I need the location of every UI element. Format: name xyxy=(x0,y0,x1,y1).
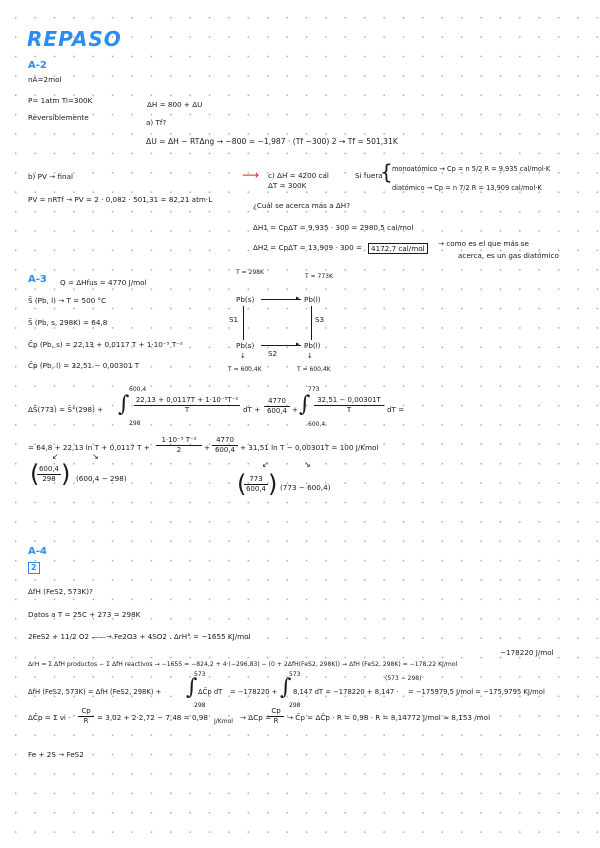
a2-question-c-enthalpy: c) ΔH = 4200 cal xyxy=(268,171,329,180)
a3-result-plus: + xyxy=(204,443,211,452)
a3-int1-denominator: T xyxy=(184,406,190,414)
a2-internal-energy-equation: ΔU = ΔH − RTΔng → −800 = −1,987 · (Tf −300) 2 → Tf = 501,31K xyxy=(146,137,398,146)
cycle-temp-top-left: T = 298K xyxy=(236,269,264,276)
cycle-arrow-right xyxy=(311,306,312,340)
a3-fusion-numerator: 4770 xyxy=(264,397,290,407)
cycle-arrow-top xyxy=(261,299,301,300)
a4-formation-step: = −178220 + xyxy=(230,688,278,696)
a2-monoatomic: monoatómico → Cp = n 5/2 R = 9,935 cal/mol·K xyxy=(392,165,551,173)
a2-diatomic: diatómico → Cp = n 7/2 R = 13,909 cal/mol·K xyxy=(392,184,542,192)
integral-sign-icon: ∫ xyxy=(118,392,130,417)
a4-formation-result: = −175979,5 J/mol = −175,9795 KJ/mol xyxy=(408,688,545,696)
section-heading-a4: A-4 xyxy=(28,546,47,557)
section-heading-a3: A-3 xyxy=(28,274,47,285)
cycle-node-pbl-bottom: Pb(l) xyxy=(304,341,321,350)
a2-if-it-were: Si fuera xyxy=(355,171,383,180)
integral-sign-icon: ∫ xyxy=(299,392,311,417)
a3-int1-fraction xyxy=(134,396,240,415)
a3-int2-denominator: T xyxy=(346,406,352,414)
cycle-temp-top-right: T = 773K xyxy=(305,273,333,280)
a2-question-c-temperature: ΔT = 300K xyxy=(268,181,307,190)
a4-int3-lower: 298 xyxy=(194,702,206,709)
a3-eval2-difference: (773 − 600,4) xyxy=(280,483,331,492)
a4-side-note: −178220 J/mol xyxy=(500,648,554,657)
a2-question-c: ¿Cuál se acerca más a ΔH? xyxy=(253,201,351,210)
a2-conclusion-line2: acerca, es un gas diatómico xyxy=(458,251,559,260)
a2-reversible: Reversiblemente xyxy=(28,113,89,122)
integral-sign-icon: ∫ xyxy=(186,675,198,700)
cycle-node-pbs-bottom: Pb(s) xyxy=(236,341,255,350)
bracket-open-icon: ( xyxy=(237,470,247,498)
a4-temperature-difference: (573 − 298) xyxy=(385,675,422,682)
a3-int2-dt: dT = xyxy=(387,405,405,414)
a3-int2-numerator: 32,51 − 0,00301T xyxy=(314,396,384,406)
a4-int4-body: 8,147 dT = −178220 + 8,147 · xyxy=(293,688,399,696)
bracket-close-icon: ) xyxy=(268,470,278,498)
a3-plus: + xyxy=(292,405,299,414)
a3-fusion-term xyxy=(264,397,290,416)
a3-int1-lower: 298 xyxy=(129,420,141,427)
arrow-right-icon: ▸ xyxy=(296,294,300,302)
cycle-temp-bottom-right: T = 600,4K xyxy=(297,366,331,373)
a4-cp-fraction2-denominator: R xyxy=(273,717,279,725)
a3-int1-numerator: 22,13 + 0,0117T + 1·10⁻⁵T⁻² xyxy=(135,396,239,404)
a4-int4-lower: 298 xyxy=(289,702,301,709)
a4-int3-upper: 573 xyxy=(194,671,206,678)
cycle-label-s1: S1 xyxy=(229,315,239,324)
a4-formation-enthalpy: ΔfH (FeS2, 573K) = ΔfH (FeS2, 298K) + xyxy=(28,688,162,696)
a3-result-fraction2 xyxy=(212,436,238,455)
a2-question-a: a) Tf? xyxy=(146,118,167,127)
a3-eval2-denominator: 600,4 xyxy=(245,485,267,493)
a2-dh2: ΔH2 = CpΔT = 13,909 · 300 = xyxy=(253,243,362,252)
a2-pv-equation: PV = nRTf → PV = 2 · 0,082 · 501,31 = 82,21 atm·L xyxy=(28,195,213,204)
a4-int3-body: ΔC̄p dT xyxy=(198,688,223,696)
arrow-right-icon: ▸ xyxy=(296,340,300,348)
a3-line4: C̄p (Pb, l) = 32,51 − 0,00301 T xyxy=(28,361,140,370)
a2-enthalpy-relation: ΔH = 800 + ΔU xyxy=(147,100,203,109)
a3-entropy-lhs: ΔS̄(773) = S̄°(298) + xyxy=(28,405,104,414)
a3-heat: Q = ΔHfus = 4770 J/mol xyxy=(60,278,147,287)
a4-cp-fraction1-denominator: R xyxy=(83,717,89,725)
a3-eval2-fraction xyxy=(244,475,268,494)
a4-cp-unit: J/Kmol xyxy=(214,718,233,725)
curly-brace-icon: { xyxy=(380,160,393,184)
a3-int2-lower: 600,4 xyxy=(308,421,326,428)
a4-cp-fraction2-numerator: Cp xyxy=(268,707,284,717)
a4-reaction: 2FeS2 + 11/2 O2 ——→ Fe2O3 + 4SO2 . ΔrH° = −1655 KJ/mol xyxy=(28,632,251,641)
a3-result-part1: = 64,8 + 22,13 ln T + 0,0117 T + xyxy=(28,443,150,452)
a3-result-fraction1-numerator: 1·10⁻⁵ T⁻² xyxy=(156,436,202,446)
page-title: REPASO xyxy=(27,27,122,51)
a3-int1-upper: 600,4 xyxy=(129,386,147,393)
a4-question: ΔfH (FeS2, 573K)? xyxy=(28,587,93,596)
a4-data: Datos a T = 25C + 273 = 298K xyxy=(28,610,141,619)
a4-cp-fraction2 xyxy=(268,707,284,726)
a4-cp-sum: = 3,02 + 2·2,72 − 7,48 = 0,98 xyxy=(97,713,208,722)
integral-sign-icon: ∫ xyxy=(280,675,292,700)
a4-int4-upper: 573 xyxy=(289,671,301,678)
a3-line3: C̄p (Pb, s) = 22,13 + 0,0117 T + 1·10⁻⁵ T⁻² xyxy=(28,340,183,349)
arrow-down-right-icon: ↘ xyxy=(304,460,311,469)
a2-moles: nA=2mol xyxy=(28,75,62,84)
arrow-down-icon: ↓ xyxy=(307,352,313,360)
a3-eval2-numerator: 773 xyxy=(244,475,268,485)
a3-result-part2: + 31,51 ln T − 0,00301T = 100 J/Kmol xyxy=(240,443,379,452)
a4-cp-fraction1 xyxy=(78,707,94,726)
cycle-arrow-left xyxy=(243,306,244,340)
a4-fe-reaction: Fe + 2S → FeS2 xyxy=(28,750,84,759)
a2-dh1: ΔH1 = CpΔT = 9,935 · 300 = 2980,5 cal/mol xyxy=(253,223,414,232)
bracket-close-icon: ) xyxy=(61,460,71,488)
cycle-label-s2: S2 xyxy=(268,349,278,358)
a3-int1-dt: dT + xyxy=(243,405,261,414)
red-arrow-icon: ⟶ xyxy=(242,168,260,182)
arrow-down-left-icon: ↙ xyxy=(52,452,59,461)
section-heading-a2: A-2 xyxy=(28,60,47,71)
cycle-temp-bottom-left: T = 600,4K xyxy=(228,366,262,373)
a3-int2-fraction xyxy=(314,396,384,415)
a4-heat-capacity: ΔC̄p = Σ νi · xyxy=(28,713,71,722)
a3-line2: S̄ (Pb, s, 298K) = 64,8 xyxy=(28,318,108,327)
cycle-node-pbl-top: Pb(l) xyxy=(304,295,321,304)
bracket-open-icon: ( xyxy=(30,460,40,488)
a3-fusion-denominator: 600,4 xyxy=(266,407,288,415)
a3-result-fraction1-denominator: 2 xyxy=(176,446,182,454)
a3-eval1-fraction xyxy=(37,465,61,484)
a2-question-b: b) PV → final xyxy=(28,172,73,181)
a2-dh2-boxed-result: 4172,7 cal/mol xyxy=(368,243,428,254)
a3-eval1-denominator: 298 xyxy=(42,475,56,483)
a3-int2-upper: 773 xyxy=(308,386,320,393)
arrow-down-right-icon: ↘ xyxy=(92,452,99,461)
a2-conclusion-line1: → como es el que más se xyxy=(438,239,529,248)
a4-cp-arrow: → ΔCp = xyxy=(240,713,272,722)
a3-eval1-numerator: 600,4 xyxy=(38,465,60,473)
a4-cp-result: → C̄p = ΔC̄p · R = 0,98 · R = 8,14772 J/mol ≈ 8,153 /mol xyxy=(287,713,491,722)
arrow-down-left-icon: ↙ xyxy=(262,460,269,469)
arrow-down-icon: ↓ xyxy=(240,352,246,360)
a2-conditions: P= 1atm Ti=300K xyxy=(28,96,93,105)
cycle-node-pbs-top: Pb(s) xyxy=(236,295,255,304)
a3-result-fraction1 xyxy=(156,436,202,455)
cycle-arrow-bottom xyxy=(261,345,301,346)
a3-result-fraction2-denominator: 600,4 xyxy=(214,446,236,454)
a3-line1: S̄ (Pb, l) → T = 500 °C xyxy=(28,296,107,305)
a4-subsection-number: 2 xyxy=(28,562,40,574)
a4-cp-fraction1-numerator: Cp xyxy=(78,707,94,717)
cycle-label-s3: S3 xyxy=(315,315,325,324)
a4-reaction-enthalpy: ΔrH = Σ ΔfH productos − Σ ΔfH reactivos → −1655 = −824,2 + 4·(−296,83) − (0 + 2ΔfH(FeS2, 298K)) → ΔfH (FeS2, 298K) = −178,22 KJ/mol xyxy=(28,661,458,668)
a3-result-fraction2-numerator: 4770 xyxy=(212,436,238,446)
a3-eval1-difference: (600,4 − 298) xyxy=(76,474,127,483)
